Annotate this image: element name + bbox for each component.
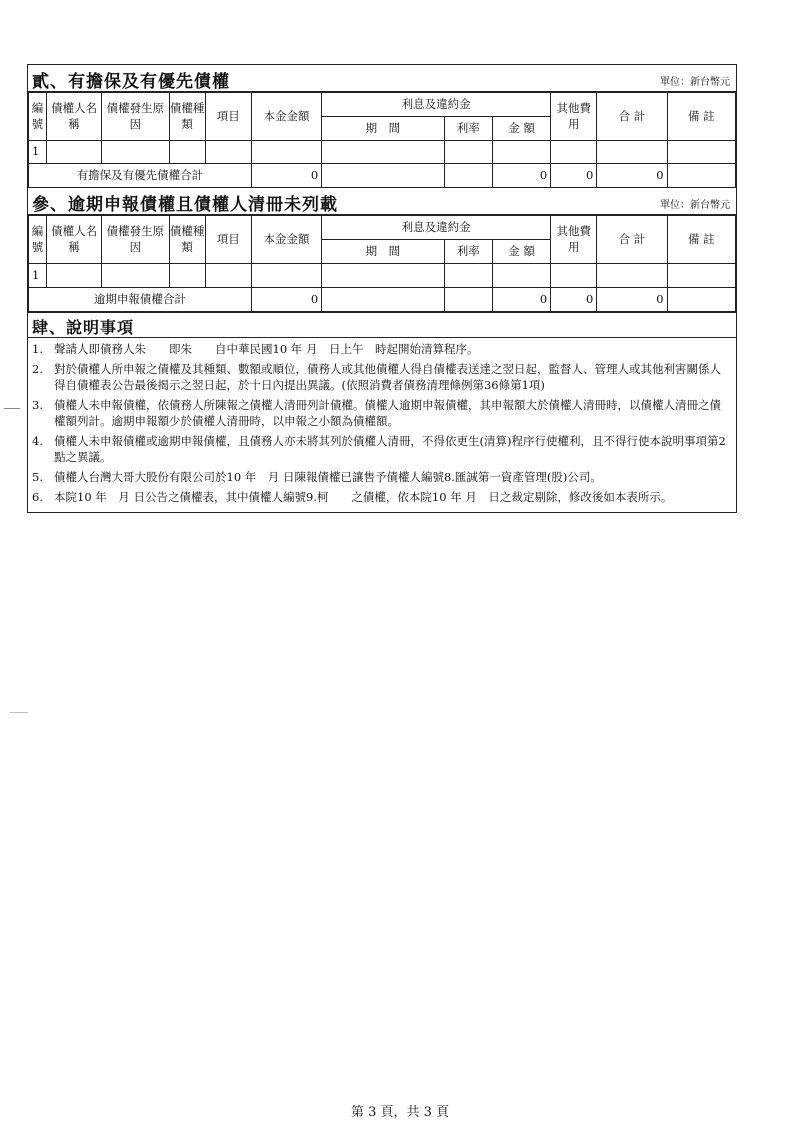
list-item: 4. 債權人未申報債權或逾期申報債權，且債務人亦未將其列於債權人清冊，不得依更生(清算)程序行使權利，且不得行使本說明事項第2點之異議。 bbox=[32, 433, 732, 465]
total-other: 0 bbox=[551, 288, 597, 312]
note-text: 債權人未申報債權，依債務人所陳報之債權人清冊列計債權。債權人逾期申報債權，其申報額大於債權人清冊時，以債權人清冊之債權額列計。逾期申報額少於債權人清冊時，以申報之小額為債權額。 bbox=[54, 398, 721, 428]
col-other: 其他費用 bbox=[551, 216, 597, 264]
note-text: 對於債權人所申報之債權及其種類、數額或順位，債務人或其他債權人得自債權表送達之翌日起，監督人、管理人或其他利害關係人得自債權表公告最後揭示之翌日起，於十日內提出異議。(依照消費者債務清理條例第36條第1項) bbox=[54, 362, 721, 392]
row-number: 1 bbox=[29, 141, 47, 164]
document-page bbox=[27, 64, 737, 513]
col-item: 項目 bbox=[205, 93, 251, 141]
col-amount: 金 額 bbox=[492, 117, 550, 141]
note-text: 聲請人即債務人朱 即朱 自中華民國10 年 月 日上午 時起開始清算程序。 bbox=[54, 342, 479, 356]
list-item: 6. 本院10 年 月 日公告之債權表，其中債權人編號9.柯 之債權，依本院10 年 月 日之裁定剔除，修改後如本表所示。 bbox=[32, 489, 732, 505]
col-rate: 利率 bbox=[444, 240, 492, 264]
col-type: 債權種類 bbox=[169, 93, 205, 141]
col-period: 期 間 bbox=[322, 117, 445, 141]
total-row bbox=[29, 164, 736, 188]
section3-unit: 單位：新台幣元 bbox=[660, 200, 730, 211]
total-row bbox=[29, 288, 736, 312]
col-cause: 債權發生原因 bbox=[102, 216, 169, 264]
col-period: 期 間 bbox=[322, 240, 445, 264]
total-sum: 0 bbox=[597, 164, 667, 188]
col-no: 編號 bbox=[29, 93, 47, 141]
section2-title: 貳、有擔保及有優先債權 bbox=[32, 72, 230, 92]
section4-title: 肆、說明事項 bbox=[32, 318, 135, 337]
section3-header bbox=[28, 188, 736, 215]
total-amount: 0 bbox=[492, 164, 550, 188]
section2-total-label: 有擔保及有優先債權合計 bbox=[29, 164, 252, 188]
list-item: 1. 聲請人即債務人朱 即朱 自中華民國10 年 月 日上午 時起開始清算程序。 bbox=[32, 341, 732, 357]
notes-list bbox=[28, 338, 736, 513]
total-principal: 0 bbox=[251, 164, 321, 188]
note-text: 債權人未申報債權或逾期申報債權，且債務人亦未將其列於債權人清冊，不得依更生(清算)程序行使權利，且不得行使本說明事項第2點之異議。 bbox=[54, 434, 726, 464]
col-cause: 債權發生原因 bbox=[102, 93, 169, 141]
scan-mark bbox=[10, 712, 28, 713]
col-remark: 備 註 bbox=[667, 93, 735, 141]
total-sum: 0 bbox=[597, 288, 667, 312]
col-other: 其他費用 bbox=[551, 93, 597, 141]
list-item: 5. 債權人台灣大哥大股份有限公司於10 年 月 日陳報債權已讓售予債權人編號8.匯誠第一資產管理(股)公司。 bbox=[32, 469, 732, 485]
col-principal: 本金金額 bbox=[251, 93, 321, 141]
col-creditor: 債權人名稱 bbox=[47, 216, 102, 264]
ledger-frame bbox=[27, 64, 737, 513]
col-creditor: 債權人名稱 bbox=[47, 93, 102, 141]
section2-unit: 單位：新台幣元 bbox=[660, 77, 730, 88]
row-number: 1 bbox=[29, 264, 47, 288]
section3-total-label: 逾期申報債權合計 bbox=[29, 288, 252, 312]
total-other: 0 bbox=[551, 164, 597, 188]
note-text: 本院10 年 月 日公告之債權表，其中債權人編號9.柯 之債權，依本院10 年 月 日之裁定剔除，修改後如本表所示。 bbox=[54, 490, 673, 504]
col-item: 項目 bbox=[205, 216, 251, 264]
total-amount: 0 bbox=[492, 288, 550, 312]
table-row bbox=[29, 264, 736, 288]
section4-header bbox=[28, 312, 736, 338]
section3-title: 參、逾期申報債權且債權人清冊未列載 bbox=[32, 195, 338, 215]
section3-table bbox=[28, 215, 736, 312]
total-principal: 0 bbox=[251, 288, 321, 312]
col-interest-group: 利息及違約金 bbox=[322, 93, 551, 117]
list-item: 3. 債權人未申報債權，依債務人所陳報之債權人清冊列計債權。債權人逾期申報債權，其申報額大於債權人清冊時，以債權人清冊之債權額列計。逾期申報額少於債權人清冊時，以申報之小額為債權額。 bbox=[32, 397, 732, 429]
list-item: 2. 對於債權人所申報之債權及其種類、數額或順位，債務人或其他債權人得自債權表送達之翌日起，監督人、管理人或其他利害關係人得自債權表公告最後揭示之翌日起，於十日內提出異議。(依照消費者債務清理條例第36條第1項) bbox=[32, 361, 732, 393]
table-row bbox=[29, 141, 736, 164]
col-total: 合 計 bbox=[597, 93, 667, 141]
col-type: 債權種類 bbox=[169, 216, 205, 264]
section2-header bbox=[28, 65, 736, 92]
col-remark: 備 註 bbox=[667, 216, 735, 264]
section2-table bbox=[28, 92, 736, 188]
col-rate: 利率 bbox=[444, 117, 492, 141]
col-total: 合 計 bbox=[597, 216, 667, 264]
col-principal: 本金金額 bbox=[251, 216, 321, 264]
col-amount: 金 額 bbox=[492, 240, 550, 264]
scan-mark bbox=[4, 408, 20, 409]
page-number: 第 3 頁，共 3 頁 bbox=[350, 1105, 450, 1120]
col-interest-group: 利息及違約金 bbox=[322, 216, 551, 240]
note-text: 債權人台灣大哥大股份有限公司於10 年 月 日陳報債權已讓售予債權人編號8.匯誠第一資產管理(股)公司。 bbox=[54, 470, 602, 484]
col-no: 編號 bbox=[29, 216, 47, 264]
